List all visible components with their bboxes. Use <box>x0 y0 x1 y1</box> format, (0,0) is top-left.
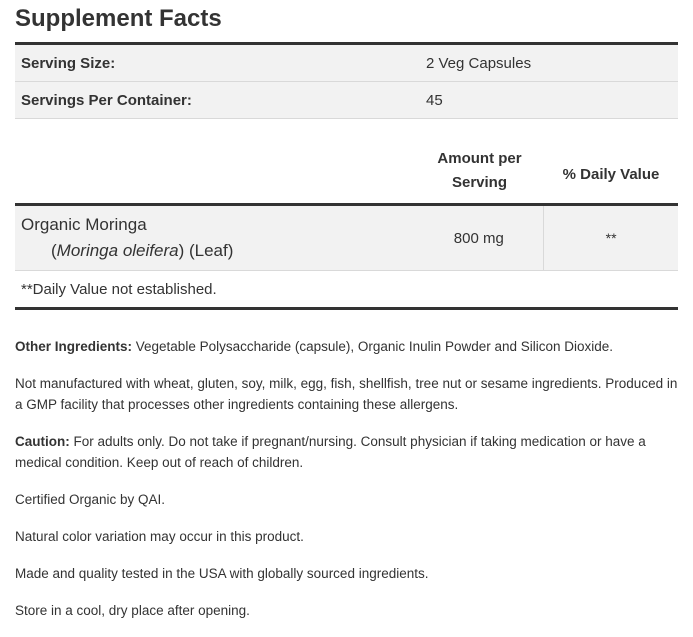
serving-size-row <box>15 45 678 82</box>
caution-text: For adults only. Do not take if pregnant/nursing. Consult physician if taking medication or have a medical condition. Keep out of reach of children. <box>15 434 646 470</box>
table-header <box>15 119 678 203</box>
allergen-statement: Not manufactured with wheat, gluten, soy, milk, egg, fish, shellfish, tree nut or sesame ingredients. Produced in a GMP facility that processes other ingredients containing these allergens. <box>15 376 678 412</box>
ingredient-daily-value: ** <box>543 206 678 270</box>
caution-statement <box>15 431 678 473</box>
servings-per-container-label: Servings Per Container: <box>21 91 192 109</box>
ingredient-latin-name: Moringa oleifera <box>56 241 179 260</box>
amount-header-line2: Serving <box>451 174 508 191</box>
servings-per-container-value: 45 <box>426 91 443 109</box>
label-notes <box>15 336 678 621</box>
other-ingredients-text: Vegetable Polysaccharide (capsule), Organic Inulin Powder and Silicon Dioxide. <box>132 339 614 354</box>
other-ingredients-label: Other Ingredients: <box>15 339 133 354</box>
color-variation-statement: Natural color variation may occur in this product. <box>15 529 304 544</box>
storage-statement: Store in a cool, dry place after opening. <box>15 603 250 618</box>
serving-size-value: 2 Veg Capsules <box>426 54 532 72</box>
table-row <box>15 206 678 271</box>
daily-value-header: % Daily Value <box>562 166 660 183</box>
servings-per-container-row <box>15 82 678 119</box>
caution-label: Caution: <box>15 434 70 449</box>
ingredient-latin-line <box>21 238 414 264</box>
ingredient-name: Organic Moringa <box>21 215 147 234</box>
certification-statement: Certified Organic by QAI. <box>15 492 166 507</box>
latin-open-paren: ( <box>51 241 57 260</box>
ingredient-name-cell <box>15 206 414 270</box>
page-title: Supplement Facts <box>15 5 222 32</box>
ingredient-amount: 800 mg <box>453 229 504 247</box>
serving-size-label: Serving Size: <box>21 54 116 72</box>
amount-per-serving-header <box>415 147 544 203</box>
supplement-facts-panel <box>15 0 678 637</box>
ingredient-part: ) (Leaf) <box>178 241 234 260</box>
amount-header-line1: Amount per <box>437 150 522 167</box>
origin-statement: Made and quality tested in the USA with globally sourced ingredients. <box>15 566 429 581</box>
daily-value-footnote: **Daily Value not established. <box>15 271 678 310</box>
other-ingredients <box>15 336 678 357</box>
